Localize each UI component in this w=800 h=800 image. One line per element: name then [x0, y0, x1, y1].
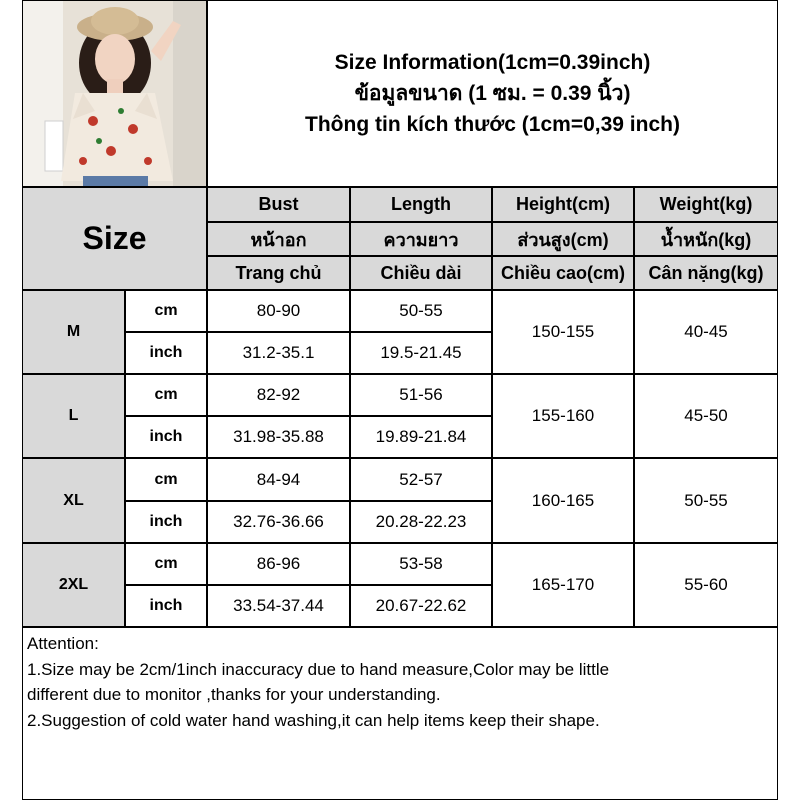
title-vietnamese: Thông tin kích thước (1cm=0,39 inch)	[305, 113, 680, 136]
model-illustration	[23, 1, 207, 187]
attention-heading: Attention:	[27, 634, 99, 653]
length-cm-m: 50-55	[350, 290, 492, 332]
bust-cm-m: 80-90	[207, 290, 350, 332]
height-header-vi: Chiều cao(cm)	[492, 256, 634, 290]
unit-label-cm: cm	[125, 374, 207, 416]
height-l: 155-160	[492, 374, 634, 458]
note-line: 2.Suggestion of cold water hand washing,it can help items keep their shape.	[27, 710, 600, 730]
unit-label-cm: cm	[125, 290, 207, 332]
weight-header-en: Weight(kg)	[634, 187, 778, 222]
note-line: different due to monitor ,thanks for your understanding.	[27, 685, 441, 704]
length-inch-m: 19.5-21.45	[350, 332, 492, 374]
unit-label-inch: inch	[125, 416, 207, 458]
weight-l: 45-50	[634, 374, 778, 458]
height-m: 150-155	[492, 290, 634, 374]
weight-header-vi: Cân nặng(kg)	[634, 256, 778, 290]
title-block	[207, 0, 778, 187]
size-label-xl: XL	[22, 458, 125, 543]
title-english: Size Information(1cm=0.39inch)	[334, 51, 651, 74]
bust-inch-2xl: 33.54-37.44	[207, 585, 350, 627]
size-label-m: M	[22, 290, 125, 374]
length-header-vi: Chiều dài	[350, 256, 492, 290]
bust-header-en: Bust	[207, 187, 350, 222]
length-header-en: Length	[350, 187, 492, 222]
bust-cm-xl: 84-94	[207, 458, 350, 501]
height-2xl: 165-170	[492, 543, 634, 627]
product-photo	[22, 0, 207, 187]
weight-2xl: 55-60	[634, 543, 778, 627]
unit-label-cm: cm	[125, 543, 207, 585]
length-inch-l: 19.89-21.84	[350, 416, 492, 458]
size-column-header: Size	[22, 187, 207, 290]
bust-cm-l: 82-92	[207, 374, 350, 416]
length-cm-xl: 52-57	[350, 458, 492, 501]
height-header-en: Height(cm)	[492, 187, 634, 222]
bust-header-vi: Trang chủ	[207, 256, 350, 290]
length-header-th: ความยาว	[350, 222, 492, 256]
bust-inch-l: 31.98-35.88	[207, 416, 350, 458]
length-cm-l: 51-56	[350, 374, 492, 416]
bust-cm-2xl: 86-96	[207, 543, 350, 585]
weight-header-th: น้ำหนัก(kg)	[634, 222, 778, 256]
title-thai: ข้อมูลขนาด (1 ซม. = 0.39 นิ้ว)	[354, 82, 631, 105]
attention-notes	[22, 627, 778, 800]
unit-label-inch: inch	[125, 501, 207, 543]
height-xl: 160-165	[492, 458, 634, 543]
note-line: 1.Size may be 2cm/1inch inaccuracy due to hand measure,Color may be little	[27, 659, 610, 679]
unit-label-inch: inch	[125, 585, 207, 627]
size-chart-sheet	[22, 0, 778, 800]
size-label-l: L	[22, 374, 125, 458]
length-cm-2xl: 53-58	[350, 543, 492, 585]
length-inch-xl: 20.28-22.23	[350, 501, 492, 543]
weight-xl: 50-55	[634, 458, 778, 543]
bust-inch-xl: 32.76-36.66	[207, 501, 350, 543]
bust-header-th: หน้าอก	[207, 222, 350, 256]
bust-inch-m: 31.2-35.1	[207, 332, 350, 374]
length-inch-2xl: 20.67-22.62	[350, 585, 492, 627]
unit-label-inch: inch	[125, 332, 207, 374]
unit-label-cm: cm	[125, 458, 207, 501]
height-header-th: ส่วนสูง(cm)	[492, 222, 634, 256]
size-label-2xl: 2XL	[22, 543, 125, 627]
weight-m: 40-45	[634, 290, 778, 374]
